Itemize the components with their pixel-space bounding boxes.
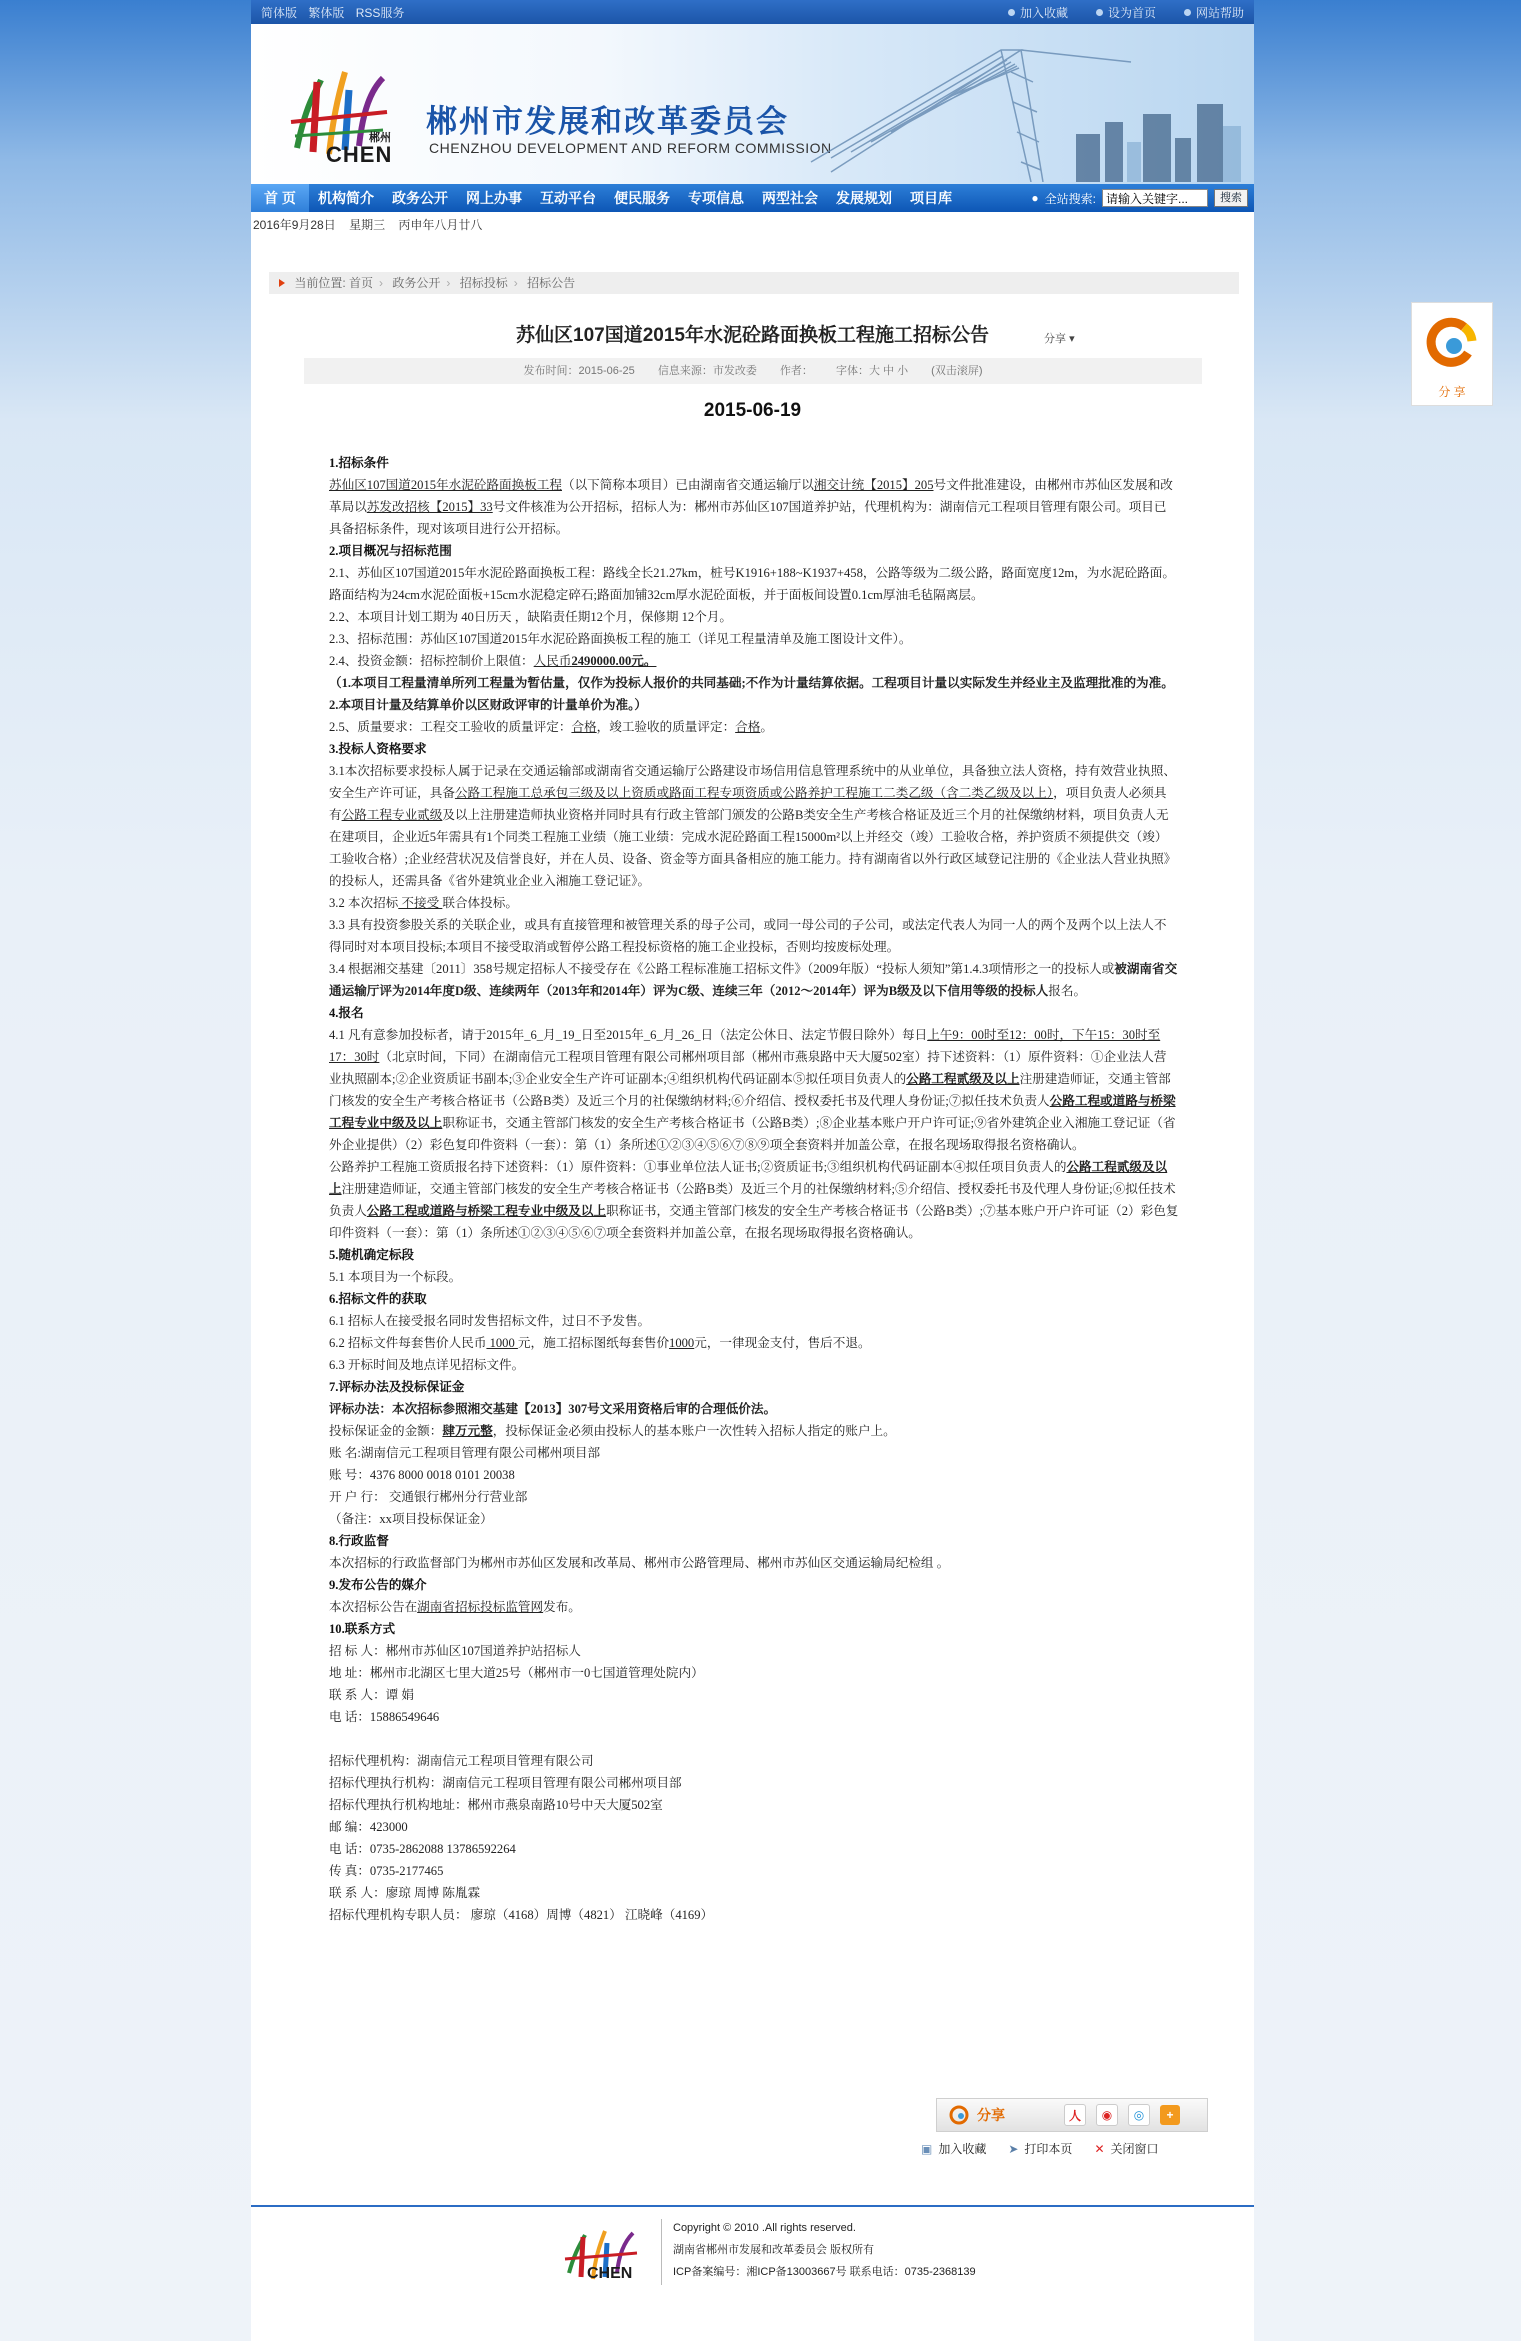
- search-label: 全站搜索:: [1044, 191, 1096, 206]
- bullet-icon: [1096, 9, 1103, 16]
- simplified-link[interactable]: 简体版: [261, 5, 298, 20]
- nav-about[interactable]: 机构简介: [318, 190, 374, 206]
- set-homepage-link[interactable]: [1096, 4, 1156, 21]
- site-search: [1031, 189, 1254, 207]
- contact-line: 传 真：0735-2177465: [329, 1864, 444, 1878]
- bottom-add-favorite-label: 加入收藏: [938, 2142, 987, 2156]
- section-heading: 4.报名: [329, 1006, 364, 1020]
- paragraph: 6.1 招标人在接受报名同时发售招标文件，过日不予发售。: [329, 1314, 651, 1328]
- footer-owner: 湖南省郴州市发展和改革委员会 版权所有: [673, 2244, 875, 2256]
- nav-online-service[interactable]: 网上办事: [466, 190, 522, 206]
- add-favorite-label: 加入收藏: [1019, 5, 1068, 20]
- close-icon: ✕: [1094, 2141, 1105, 2156]
- section-heading: 3.投标人资格要求: [329, 742, 427, 756]
- breadcrumb-public-affairs[interactable]: 政务公开: [392, 276, 441, 290]
- share-toolbar: [936, 2098, 1208, 2132]
- breadcrumb-label: 当前位置:: [294, 276, 346, 290]
- chevron-down-icon: ▾: [1069, 333, 1075, 345]
- current-weekday: 星期三: [349, 218, 386, 232]
- breadcrumb-bid-notice[interactable]: 招标公告: [527, 276, 576, 290]
- contact-line: 电 话：15886549646: [329, 1710, 440, 1724]
- paragraph: 6.3 开标时间及地点详见招标文件。: [329, 1358, 525, 1372]
- section-heading: 9.发布公告的媒介: [329, 1578, 427, 1592]
- section-heading: 6.招标文件的获取: [329, 1292, 427, 1306]
- set-homepage-label: 设为首页: [1107, 5, 1156, 20]
- contact-line: 地 址：郴州市北湖区七里大道25号（郴州市一0七国道管理处院内）: [329, 1666, 704, 1680]
- scroll-tip: (双击滚屏): [931, 365, 983, 377]
- weibo-icon[interactable]: ◉: [1096, 2104, 1118, 2126]
- crane-skyline-icon: [771, 42, 1241, 182]
- floating-share-label: 分 享: [1438, 385, 1466, 399]
- print-label: 打印本页: [1024, 2142, 1073, 2156]
- share-logo-icon: [949, 2105, 969, 2125]
- nav-two-type-society[interactable]: 两型社会: [762, 190, 818, 206]
- nav-public-affairs[interactable]: 政务公开: [392, 190, 448, 206]
- site-title: 郴州市发展和改革委员会: [426, 104, 789, 139]
- lunar-date: 丙申年八月廿八: [398, 218, 483, 232]
- footer-divider: [661, 2219, 662, 2285]
- nav-home[interactable]: 首 页: [251, 184, 309, 212]
- paragraph: 本次招标公告在湖南省招标投标监管网发布。: [329, 1600, 581, 1614]
- print-link[interactable]: [1008, 2140, 1072, 2157]
- paragraph: 3.2 本次招标 不接受 联合体投标。: [329, 896, 518, 910]
- paragraph: 3.3 具有投资参股关系的关联企业，或具有直接管理和被管理关系的母子公司，或同一母公司的子公司，或法定代表人为同一人的两个及两个以上法人不得同时对本项目投标;本项目不接受取消或暂停公路工程投标资格的施工企业投标，否则均按废标处理。: [329, 918, 1167, 954]
- floating-share-button[interactable]: [1411, 302, 1493, 406]
- paragraph: 4.1 凡有意参加投标者，请于2015年_6_月_19_日至2015年_6_月_26_日（法定公休日、法定节假日除外）每日上午9：00时至12：00时，下午15：30时至17：30时（北京时间，下同）在湖南信元工程项目管理有限公司郴州项目部（郴州市燕泉路中天大厦502室）持下述资料：（1）原件资料：①企业法人营业执照副本;②企业资质证书副本;③企业安全生产许可证副本;④组织机构代码证副本⑤拟任项目负责人的公路工程贰级及以上注册建造师证，交通主管部门核发的安全生产考核合格证书（公路B类）及近三个月的社保缴纳材料;⑥介绍信、授权委托书及代理人身份证;⑦拟任技术负责人公路工程或道路与桥梁工程专业中级及以上职称证书，交通主管部门核发的安全生产考核合格证书（公路B类）;⑧企业基本账户开户许可证;⑨省外建筑企业入湘施工登记证（省外企业提供）（2）彩色复印件资料（一套）：第（1）条所述①②③④⑤⑥⑦⑧⑨项全套资料并加盖公章，在报名现场取得报名资格确认。: [329, 1028, 1176, 1152]
- more-share-icon[interactable]: +: [1160, 2105, 1180, 2125]
- article-body: [329, 452, 1179, 1926]
- close-window-label: 关闭窗口: [1110, 2142, 1159, 2156]
- footer-logo-text: CHEN: [587, 2265, 633, 2282]
- share-logo-icon: [1424, 315, 1480, 371]
- footer-text: [673, 2217, 976, 2283]
- spacer: [329, 1728, 1179, 1750]
- paragraph: 评标办法：本次招标参照湘交基建【2013】307号文采用资格后审的合理低价法。: [329, 1402, 777, 1416]
- section-heading: 5.随机确定标段: [329, 1248, 415, 1262]
- rss-link[interactable]: RSS服务: [355, 5, 405, 20]
- bottom-links: [921, 2140, 1159, 2157]
- paragraph: 2.1、苏仙区107国道2015年水泥砼路面换板工程：路线全长21.27km，桩号K1916+188~K1937+458，公路等级为二级公路，路面宽度12m，为水泥砼路面。路面结构为24cm水泥砼面板+15cm水泥稳定碎石;路面加铺32cm厚水泥砼面板，并于面板间设置0.1cm厚油毛毡隔离层。: [329, 566, 1175, 602]
- tencent-weibo-icon[interactable]: ◎: [1128, 2104, 1150, 2126]
- paragraph: 公路养护工程施工资质报名持下述资料：（1）原件资料：①事业单位法人证书;②资质证书;③组织机构代码证副本④拟任项目负责人的公路工程贰级及以上注册建造师证，交通主管部门核发的安全生产考核合格证书（公路B类）及近三个月的社保缴纳材料;⑤介绍信、授权委托书及代理人身份证;⑥拟任技术负责人公路工程或道路与桥梁工程专业中级及以上职称证书，交通主管部门核发的安全生产考核合格证书（公路B类）;⑦基本账户开户许可证（2）彩色复印件资料（一套）：第（1）条所述①②③④⑤⑥⑦项全套资料并加盖公章，在报名现场取得报名资格确认。: [329, 1160, 1179, 1240]
- paragraph: 6.2 招标文件每套售价人民币 1000 元，施工招标图纸每套售价1000元，一律现金支付，售后不退。: [329, 1336, 871, 1350]
- paragraph: 3.1本次招标要求投标人属于记录在交通运输部或湖南省交通运输厅公路建设市场信用信息管理系统中的从业单位，具备独立法人资格，持有效营业执照、安全生产许可证，具备公路工程施工总承包三级及以上资质或路面工程专项资质或公路养护工程施工二类乙级（含二类乙级及以上），项目负责人必须具有公路工程专业贰级及以上注册建造师执业资格并同时具有行政主管部门颁发的公路B类安全生产考核合格证及近三个月的社保缴纳材料，项目负责人无在建项目，企业近5年需具有1个同类工程施工业绩（施工业绩：完成水泥砼路面工程15000m²以上并经交（竣）工验收合格，养护资质不须提供交（竣）工验收合格）;企业经营状况及信誉良好，并在人员、设备、资金等方面具备相应的施工能力。持有湖南省以外行政区域登记注册的《企业法人营业执照》的投标人，还需具备《省外建筑业企业入湘施工登记证》。: [329, 764, 1177, 888]
- paragraph: 开 户 行： 交通银行郴州分行营业部: [329, 1490, 528, 1504]
- site-help-link[interactable]: [1184, 4, 1244, 21]
- current-date: 2016年9月28日: [253, 218, 336, 232]
- section-heading: 8.行政监督: [329, 1534, 389, 1548]
- section-heading: 2.项目概况与招标范围: [329, 544, 452, 558]
- bottom-add-favorite-link[interactable]: [921, 2140, 986, 2157]
- section-heading: 1.招标条件: [329, 456, 389, 470]
- contact-line: 招标代理机构：湖南信元工程项目管理有限公司: [329, 1754, 594, 1768]
- page-container: [251, 0, 1254, 2341]
- info-source: 信息来源：市发改委: [657, 365, 757, 377]
- nav-convenience[interactable]: 便民服务: [614, 190, 670, 206]
- paragraph: （1.本项目工程量清单所列工程量为暂估量，仅作为投标人报价的共同基础;不作为计量结算依据。工程项目计量以实际发生并经业主及监理批准的为准。2.本项目计量及结算单价以区财政评审的计量单价为准。）: [329, 676, 1174, 712]
- publish-time: 发布时间：2015-06-25: [523, 365, 635, 377]
- paragraph: 3.4 根据湘交基建〔2011〕358号规定招标人不接受存在《公路工程标准施工招标文件》（2009年版）“投标人须知”第1.4.3项情形之一的投标人或被湖南省交通运输厅评为2014年度D级、连续两年（2013年和2014年）评为C级、连续三年（2012～2014年）评为B级及以下信用等级的投标人报名。: [329, 962, 1178, 998]
- bullet-icon: [1008, 9, 1015, 16]
- breadcrumb-separator-icon: ›: [379, 276, 384, 290]
- contact-line: 招 标 人：郴州市苏仙区107国道养护站招标人: [329, 1644, 581, 1658]
- search-icon: ●: [1031, 191, 1039, 205]
- breadcrumb-bidding[interactable]: 招标投标: [459, 276, 508, 290]
- logo-text-chen: CHEN: [326, 142, 393, 167]
- share-small-label: 分享: [1044, 333, 1066, 345]
- article-meta: [304, 358, 1202, 384]
- paragraph: 2.2、本项目计划工期为 40日历天 ，缺陷责任期12个月，保修期 12个月。: [329, 610, 732, 624]
- bullet-icon: [1184, 9, 1191, 16]
- site-help-label: 网站帮助: [1195, 5, 1244, 20]
- paragraph: 5.1 本项目为一个标段。: [329, 1270, 462, 1284]
- search-button[interactable]: 搜索: [1214, 189, 1248, 207]
- section-heading: 7.评标办法及投标保证金: [329, 1380, 465, 1394]
- paragraph: 账 号：4376 8000 0018 0101 20038: [329, 1468, 515, 1482]
- article-date: 2015-06-19: [703, 400, 802, 421]
- contact-line: 电 话：0735-2862088 13786592264: [329, 1842, 516, 1856]
- search-input[interactable]: [1102, 189, 1208, 207]
- paragraph: 苏仙区107国道2015年水泥砼路面换板工程（以下简称本项目）已由湖南省交通运输厅以湘交计统【2015】205号文件批准建设，由郴州市苏仙区发展和改革局以苏发改招核【2015】33号文件核准为公开招标，招标人为：郴州市苏仙区107国道养护站，代理机构为：湖南信元工程项目管理有限公司。项目已具备招标条件，现对该项目进行公开招标。: [329, 478, 1173, 536]
- icp-record: ICP备案编号：湘ICP备13003667号 联系电话：0735-2368139: [673, 2266, 976, 2278]
- share-label: 分享: [977, 2107, 1005, 2123]
- contact-line: 联 系 人：谭 娟: [329, 1688, 415, 1702]
- renren-icon[interactable]: 人: [1064, 2104, 1086, 2126]
- contact-line: 招标代理机构专职人员： 廖琼（4168）周博（4821） 江晓峰（4169）: [329, 1908, 714, 1922]
- paragraph: 本次招标的行政监督部门为郴州市苏仙区发展和改革局、郴州市公路管理局、郴州市苏仙区交通运输局纪检组 。: [329, 1556, 950, 1570]
- nav-development-planning[interactable]: 发展规划: [836, 190, 892, 206]
- article-title: 苏仙区107国道2015年水泥砼路面换板工程施工招标公告: [516, 325, 989, 346]
- site-subtitle: CHENZHOU DEVELOPMENT AND REFORM COMMISSION: [429, 140, 832, 156]
- footer: [251, 2205, 1254, 2287]
- header-banner: [251, 24, 1254, 184]
- share-small-button[interactable]: [1044, 330, 1075, 346]
- share-button[interactable]: [937, 2105, 1059, 2125]
- copyright: Copyright © 2010 .All rights reserved.: [673, 2222, 856, 2234]
- contact-line: 招标代理执行机构地址：郴州市燕泉南路10号中天大厦502室: [329, 1798, 663, 1812]
- print-icon: ➤: [1008, 2141, 1019, 2156]
- nav-project-library[interactable]: 项目库: [910, 190, 952, 206]
- breadcrumb: [269, 272, 1239, 294]
- breadcrumb-home[interactable]: 首页: [349, 276, 374, 290]
- top-utility-bar: [251, 0, 1254, 24]
- nav-interaction[interactable]: 互动平台: [540, 190, 596, 206]
- traditional-link[interactable]: 繁体版: [308, 5, 345, 20]
- paragraph: 2.3、招标范围：苏仙区107国道2015年水泥砼路面换板工程的施工（详见工程量清单及施工图设计文件）。: [329, 632, 912, 646]
- section-heading: 10.联系方式: [329, 1622, 396, 1636]
- paragraph: 投标保证金的金额：肆万元整，投标保证金必须由投标人的基本账户一次性转入招标人指定的账户上。: [329, 1424, 896, 1438]
- contact-line: 招标代理执行机构：湖南信元工程项目管理有限公司郴州项目部: [329, 1776, 682, 1790]
- breadcrumb-separator-icon: ›: [513, 276, 518, 290]
- logo-text-small: 郴州: [369, 132, 391, 144]
- contact-line: 联 系 人：廖琼 周博 陈胤霖: [329, 1886, 481, 1900]
- author: 作者：: [779, 365, 813, 377]
- nav-special-info[interactable]: 专项信息: [688, 190, 744, 206]
- favorite-icon: ▣: [921, 2141, 933, 2156]
- contact-line: 邮 编：423000: [329, 1820, 408, 1834]
- date-bar: [251, 212, 1254, 238]
- add-favorite-link[interactable]: [1008, 4, 1068, 21]
- arrow-icon: [279, 279, 285, 287]
- paragraph: 2.5、质量要求：工程交工验收的质量评定：合格，竣工验收的质量评定：合格。: [329, 720, 773, 734]
- font-size-switch[interactable]: 字体：大 中 小: [835, 365, 909, 377]
- breadcrumb-separator-icon: ›: [446, 276, 451, 290]
- paragraph: 2.4、投资金额：招标控制价上限值：人民币2490000.00元。: [329, 654, 657, 668]
- paragraph: 账 名:湖南信元工程项目管理有限公司郴州项目部: [329, 1446, 601, 1460]
- paragraph: （备注：xx项目投标保证金）: [329, 1512, 493, 1526]
- close-window-link[interactable]: [1094, 2140, 1158, 2157]
- main-nav: [251, 184, 1254, 212]
